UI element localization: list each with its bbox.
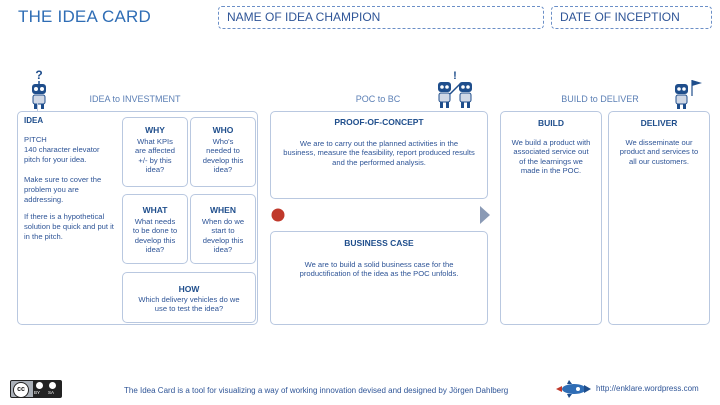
- phase-divider-1: [37, 103, 38, 111]
- who-text: Who's needed to develop this idea?: [202, 137, 244, 175]
- build-card[interactable]: [500, 111, 602, 325]
- cc-license-badge[interactable]: [10, 380, 62, 398]
- how-text: Which delivery vehicles do we use to test the idea?: [138, 295, 240, 314]
- robot-question-icon: [27, 68, 51, 110]
- idea-champion-field[interactable]: NAME OF IDEA CHAMPION: [218, 6, 544, 29]
- attribution-icon: [36, 382, 43, 389]
- deliver-title: DELIVER: [640, 118, 678, 128]
- cc-icon: cc: [13, 382, 29, 398]
- what-text: What needs to be done to develop this idea?: [132, 217, 178, 255]
- proof-of-concept-card[interactable]: [270, 111, 488, 199]
- idea-hypothesis-text[interactable]: If there is a hypothetical solution be quick and put it in the pitch.: [24, 212, 114, 241]
- who-title: WHO: [212, 125, 234, 135]
- license-by: BY: [34, 390, 41, 395]
- why-text: What KPIs are affected +/- by this idea?: [135, 137, 175, 175]
- business-case-card[interactable]: [270, 231, 488, 325]
- robot-flag-icon: [672, 78, 704, 110]
- license-sa: SA: [48, 390, 55, 395]
- footer-description: The Idea Card is a tool for visualizing a way of working innovation devised and designed by Jörgen Dahlberg: [124, 386, 509, 395]
- page-title: THE IDEA CARD: [18, 7, 151, 26]
- deliver-text: We disseminate our product and services to all our customers.: [619, 138, 699, 166]
- how-card[interactable]: [122, 272, 256, 323]
- when-title: WHEN: [210, 205, 236, 215]
- footer-url-link[interactable]: http://enklare.wordpress.com: [596, 384, 699, 393]
- build-text: We build a product with associated service out of the learnings we made in the POC.: [511, 138, 591, 176]
- poc-text: We are to carry out the planned activities in the business, measure the feasibility, report produced results and the performed analysis.: [283, 139, 475, 167]
- who-card[interactable]: [190, 117, 256, 187]
- why-card[interactable]: [122, 117, 188, 187]
- progress-arrow: [268, 203, 493, 227]
- when-card[interactable]: [190, 194, 256, 264]
- what-title: WHAT: [142, 205, 168, 215]
- how-title: HOW: [178, 284, 200, 294]
- when-text: When do we start to develop this idea?: [201, 217, 245, 255]
- phase-label-poc: POC to BC: [355, 94, 401, 104]
- business-case-text: We are to build a solid business case for the productification of the idea as the POC unfolds.: [299, 260, 459, 279]
- idea-pitch-text[interactable]: PITCH 140 character elevator pitch for your idea.: [24, 135, 100, 164]
- rocket-icon: [554, 380, 592, 398]
- phase-label-investment: IDEA to INVESTMENT: [89, 94, 181, 104]
- date-of-inception-field[interactable]: DATE OF INCEPTION: [551, 6, 712, 29]
- poc-title: PROOF-OF-CONCEPT: [334, 117, 424, 127]
- robot-pair-exclaim-icon: [436, 70, 476, 110]
- business-case-title: BUSINESS CASE: [344, 238, 414, 248]
- svg-text:!: !: [453, 70, 457, 82]
- why-title: WHY: [145, 125, 165, 135]
- what-card[interactable]: [122, 194, 188, 264]
- deliver-card[interactable]: [608, 111, 710, 325]
- idea-cover-text[interactable]: Make sure to cover the problem you are addressing.: [24, 175, 102, 204]
- idea-title: IDEA: [24, 116, 44, 125]
- share-alike-icon: [49, 382, 56, 389]
- phase-label-build: BUILD to DELIVER: [561, 94, 639, 104]
- build-title: BUILD: [538, 118, 564, 128]
- svg-text:?: ?: [35, 68, 43, 82]
